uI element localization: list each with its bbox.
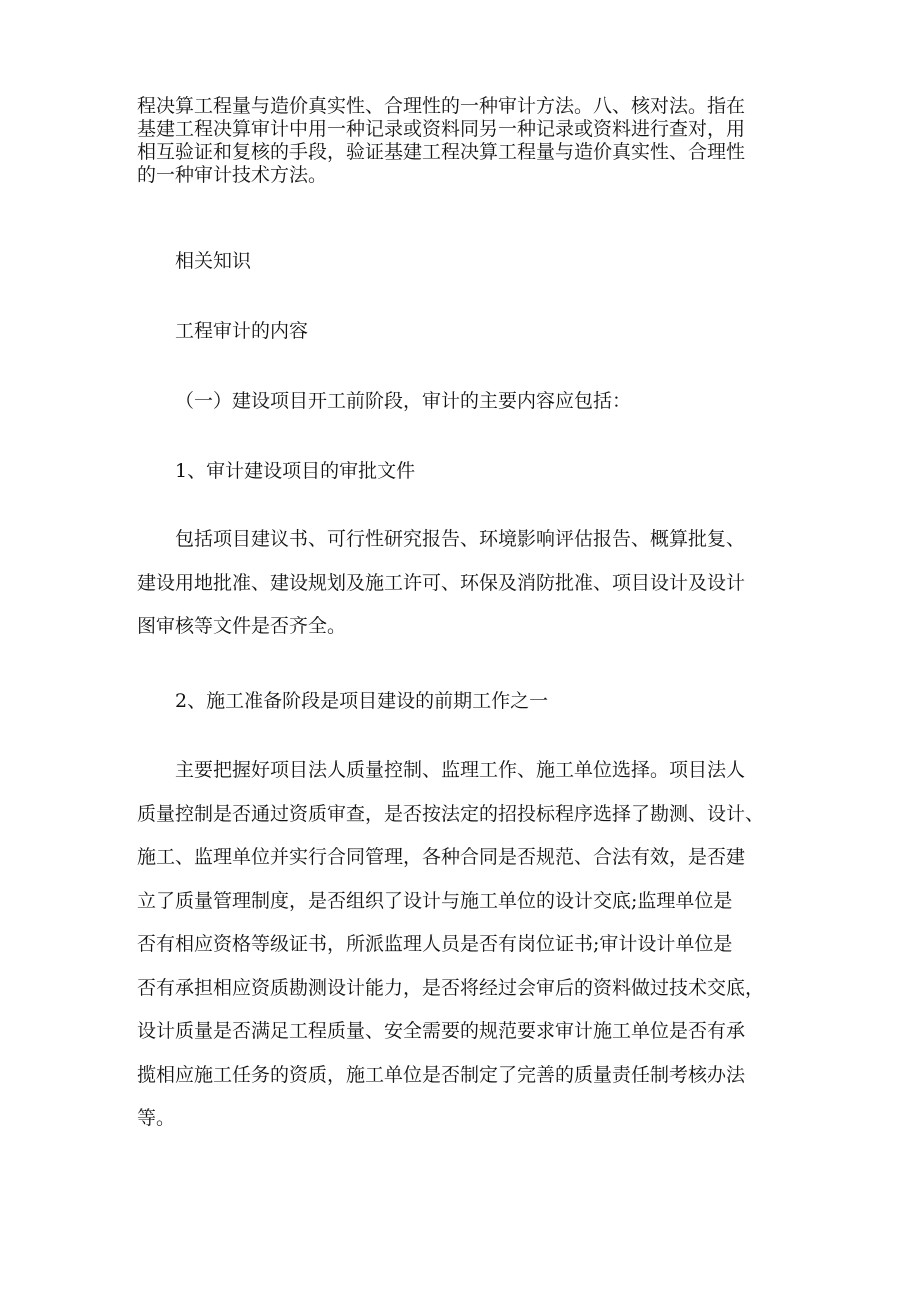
intro-paragraph (137, 95, 797, 187)
text-line: 否有相应资格等级证书，所派监理人员是否有岗位证书;审计设计单位是 (137, 933, 733, 955)
text-line: 建设用地批准、建设规划及施工许可、环保及消防批准、项目设计及设计 (137, 571, 746, 594)
text-line: 等。 (137, 1107, 176, 1129)
text-line: 质量控制是否通过资质审查，是否按法定的招投标程序选择了勘测、设计、 (137, 802, 765, 825)
heading-related-knowledge: 相关知识 (175, 250, 252, 272)
text-line: 设计质量是否满足工程质量、安全需要的规范要求审计施工单位是否有承 (137, 1020, 746, 1042)
text-line: 施工、监理单位并实行合同管理，各种合同是否规范、合法有效，是否建 (137, 846, 746, 868)
text-line: 包括项目建议书、可行性研究报告、环境影响评估报告、概算批复、 (175, 528, 746, 550)
text-line: 图审核等文件是否齐全。 (137, 615, 347, 637)
item-one-title: 1、审计建设项目的审批文件 (175, 460, 416, 482)
text-line: 基建工程决算审计中用一种记录或资料同另一种记录或资料进行查对，用 (137, 118, 746, 140)
text-line: 程决算工程量与造价真实性、合理性的一种审计方法。八、核对法。指在 (137, 95, 746, 117)
text-line: 的一种审计技术方法。 (137, 164, 328, 186)
item-two-title: 2、施工准备阶段是项目建设的前期工作之一 (175, 690, 549, 712)
text-line: 否有承担相应资质勘测设计能力，是否将经过会审后的资料做过技术交底， (137, 976, 765, 999)
text-line: 相互验证和复核的手段，验证基建工程决算工程量与造价真实性、合理性 (137, 141, 746, 163)
text-line: 立了质量管理制度，是否组织了设计与施工单位的设计交底;监理单位是 (137, 889, 733, 912)
heading-audit-content: 工程审计的内容 (175, 320, 309, 342)
item-one-body (137, 518, 797, 649)
item-two-body (137, 749, 797, 1141)
heading-stage-one: （一）建设项目开工前阶段，审计的主要内容应包括： (175, 390, 632, 412)
text-line: 主要把握好项目法人质量控制、监理工作、施工单位选择。项目法人 (175, 759, 746, 781)
text-line: 揽相应施工任务的资质，施工单位是否制定了完善的质量责任制考核办法 (137, 1063, 746, 1086)
